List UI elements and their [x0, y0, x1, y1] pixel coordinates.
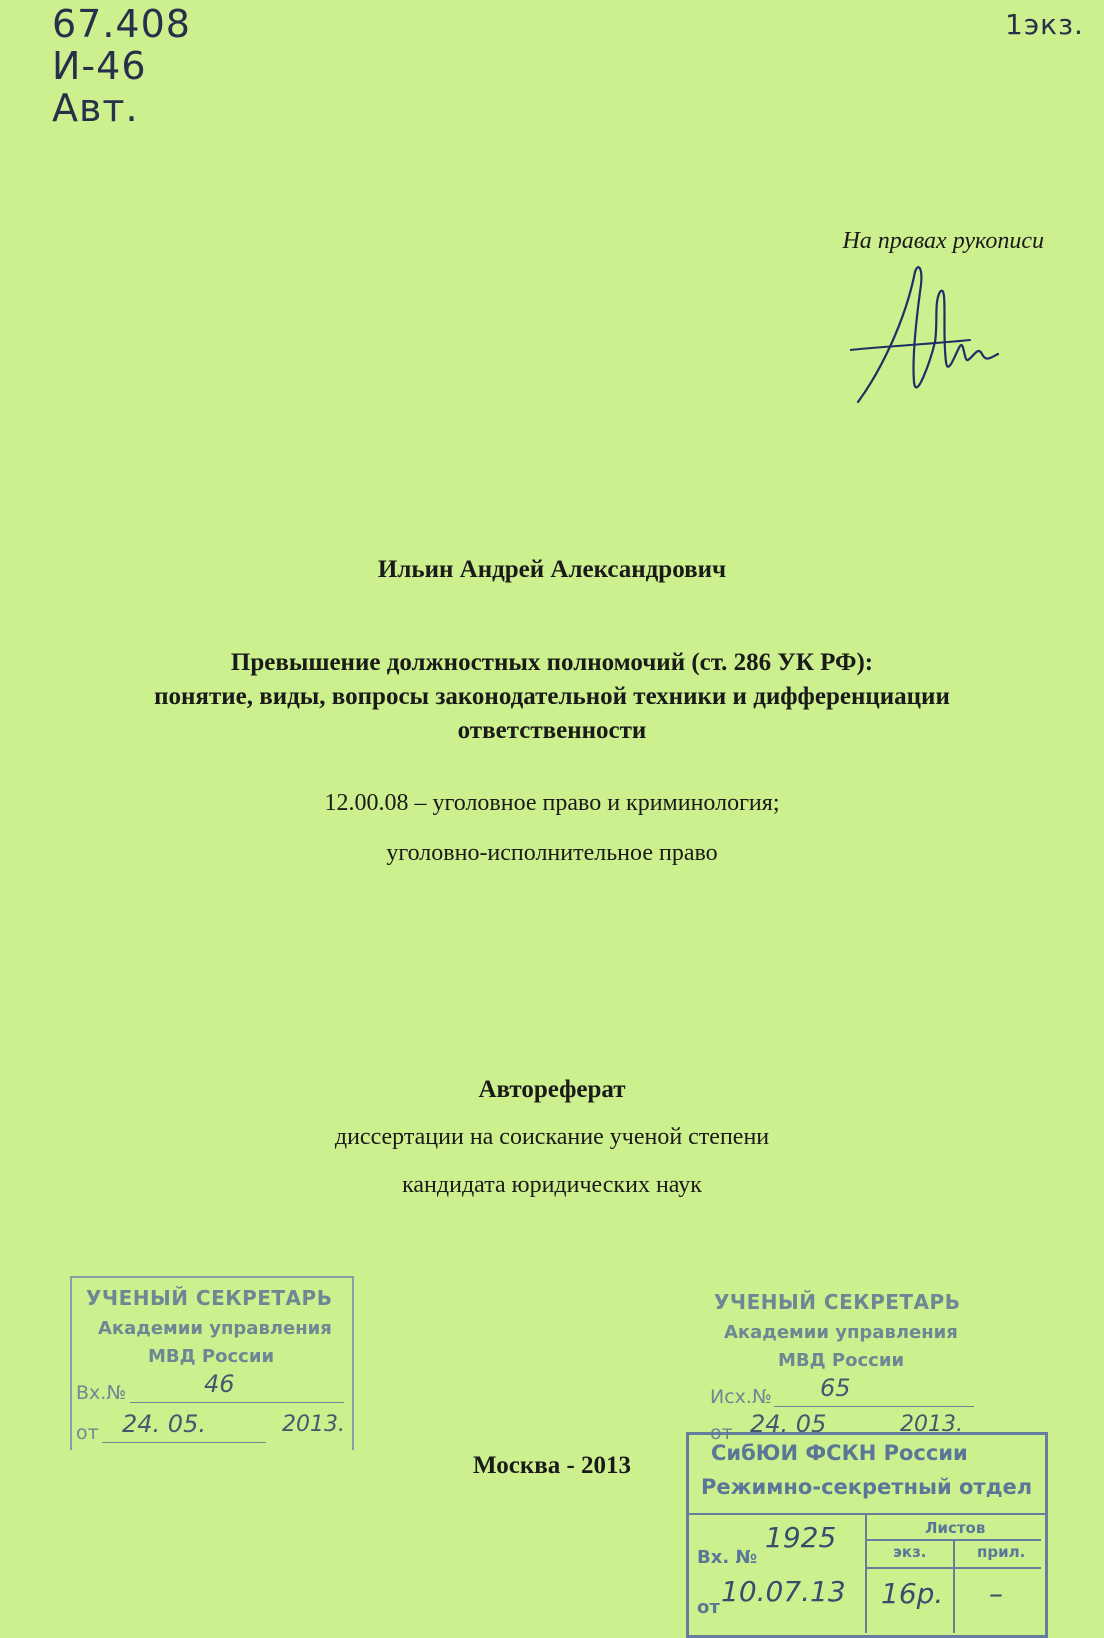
specialty-line-1: 12.00.08 – уголовное право и криминология; [324, 790, 780, 816]
stamp-fskn-line1: СибЮИ ФСКН России [711, 1441, 968, 1465]
stamp-left-number: 46 [204, 1370, 235, 1398]
stamp-mid-line3: МВД России [778, 1350, 905, 1371]
stamp-fskn-copy-label: экз. [893, 1543, 927, 1561]
stamp-left-line3: МВД России [148, 1346, 275, 1367]
handwritten-abbrev: Авт. [52, 86, 139, 130]
stamp-mid-line2: Академии управления [724, 1322, 958, 1343]
stamp-fskn-sheets-label: Листов [925, 1519, 986, 1537]
thesis-title [0, 646, 1104, 748]
stamp-mid-year: 2013. [900, 1412, 963, 1437]
stamp-fskn-sheets-value: 16р. [881, 1577, 944, 1610]
handwritten-copies: 1экз. [1005, 8, 1084, 41]
stamp-fskn-app-label: прил. [977, 1543, 1026, 1561]
stamp-fskn-number-label: Вх. № [697, 1547, 758, 1568]
stamp-left-date-label: от [76, 1422, 99, 1444]
stamp-fskn-number: 1925 [765, 1521, 837, 1554]
stamp-fskn-date-label: от [697, 1597, 720, 1618]
degree-line-1: диссертации на соискание ученой степени [334, 1124, 770, 1150]
stamp-registry [686, 1432, 1048, 1638]
stamp-secretary-outgoing [700, 1290, 982, 1450]
stamp-mid-line1: УЧЕНЫЙ СЕКРЕТАРЬ [714, 1290, 961, 1314]
author-name: Ильин Андрей Александрович [377, 556, 727, 583]
stamp-left-line2: Академии управления [98, 1318, 332, 1339]
signature-icon [850, 262, 1000, 412]
manuscript-note: На правах рукописи [842, 228, 1044, 254]
specialty-line-2: уголовно-исполнительное право [386, 840, 718, 866]
stamp-mid-date-label: от [710, 1422, 733, 1444]
title-line-1: Превышение должностных полномочий (ст. 286 УК РФ): [230, 649, 874, 676]
stamp-mid-number: 65 [820, 1374, 851, 1402]
stamp-mid-number-label: Исх.№ [710, 1386, 772, 1408]
stamp-fskn-date: 10.07.13 [721, 1575, 846, 1608]
city-year: Москва - 2013 [472, 1452, 632, 1479]
handwritten-author-mark: И-46 [52, 44, 147, 88]
stamp-left-number-label: Вх.№ [76, 1382, 127, 1404]
stamp-left-date: 24. 05. [122, 1410, 206, 1438]
stamp-fskn-app-value: – [989, 1577, 1003, 1610]
degree-line-2: кандидата юридических наук [402, 1172, 702, 1198]
stamp-mid-date: 24. 05 [750, 1410, 827, 1438]
handwritten-call-number: 67.408 [52, 2, 191, 46]
stamp-left-year: 2013. [282, 1412, 345, 1437]
stamp-secretary-incoming [70, 1276, 354, 1450]
title-line-3: ответственности [457, 717, 647, 744]
title-line-2: понятие, виды, вопросы законодательной техники и дифференциации [154, 683, 950, 710]
stamp-fskn-line2: Режимно-секретный отдел [701, 1475, 1033, 1499]
stamp-left-line1: УЧЕНЫЙ СЕКРЕТАРЬ [86, 1286, 333, 1310]
document-type: Автореферат [478, 1076, 626, 1103]
